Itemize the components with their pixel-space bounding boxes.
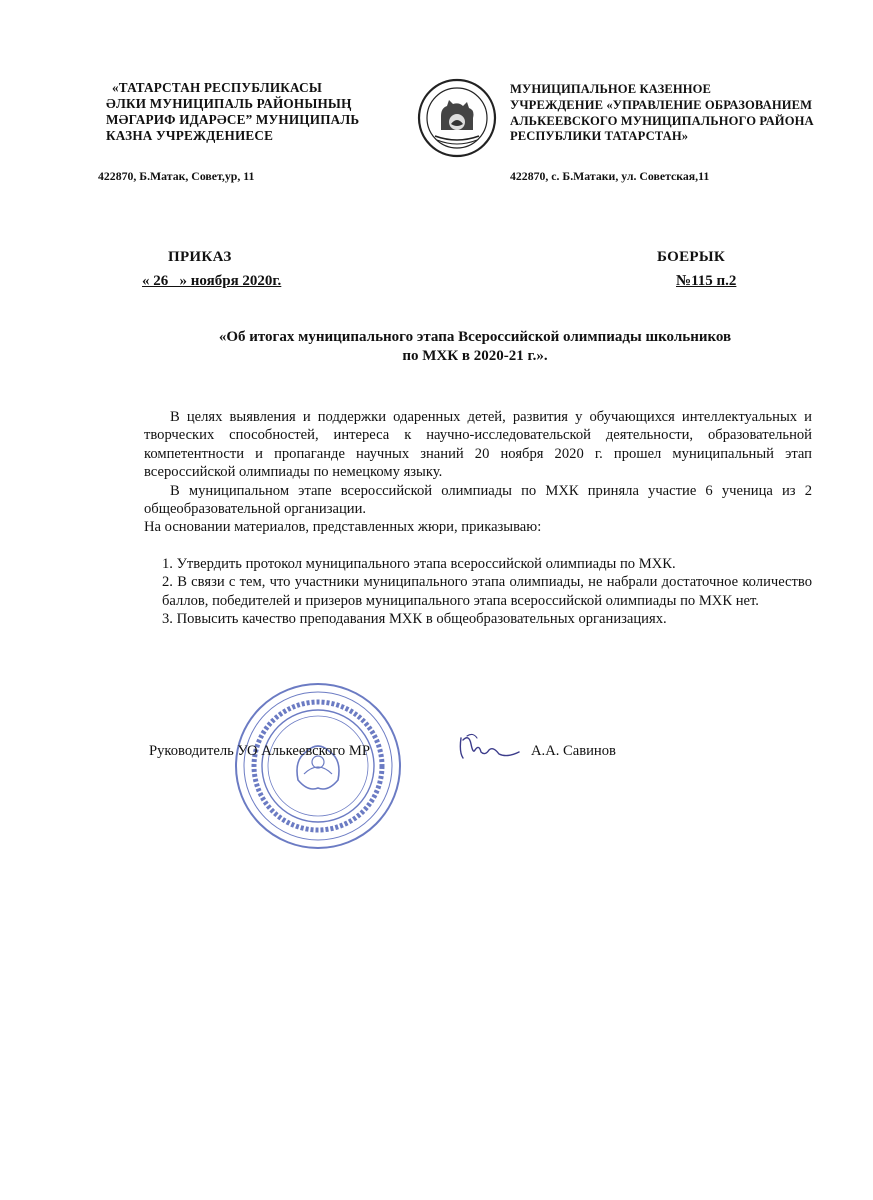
official-stamp-icon [232,680,404,852]
header-left-line: «ТАТАРСТАН РЕСПУБЛИКАСЫ [112,80,323,95]
title-line: «Об итогах муниципального этапа Всероссийской олимпиады школьников [218,329,732,345]
address-left: 422870, Б.Матак, Совет,ур, 11 [98,169,255,183]
order-label-ru: ПРИКАЗ [168,249,232,265]
handwritten-signature-icon [455,730,525,766]
address-right: 422870, с. Б.Матаки, ул. Советская,11 [510,169,710,183]
order-item: 1. Утвердить протокол муниципального этапа всероссийской олимпиады по МХК. [162,555,676,572]
order-number: №115 п.2 [676,273,737,289]
header-left-line: ӘЛКИ МУНИЦИПАЛЬ РАЙОНЫНЫҢ [106,96,352,111]
header-left-line: МӘГАРИФ ИДАРӘСЕ” МУНИЦИПАЛЬ [106,112,360,127]
header-right-line: УЧРЕЖДЕНИЕ «УПРАВЛЕНИЕ ОБРАЗОВАНИЕМ [510,97,813,112]
order-label-tt: БОЕРЫК [657,249,726,265]
header-left-block [106,80,396,144]
header-right-block [510,82,840,145]
header-right-line: АЛЬКЕЕВСКОГО МУНИЦИПАЛЬНОГО РАЙОНА [510,113,814,128]
document-body [144,408,812,628]
order-item: 3. Повысить качество преподавания МХК в общеобразовательных организациях. [162,611,667,628]
header-right-line: МУНИЦИПАЛЬНОЕ КАЗЕННОЕ [510,82,712,96]
header-right-line: РЕСПУБЛИКИ ТАТАРСТАН» [510,129,689,144]
tatarstan-coat-of-arms-icon [417,78,497,158]
order-date: « 26 » ноября 2020г. [142,273,282,289]
signatory-name: А.А. Савинов [531,743,616,759]
body-paragraph: На основании материалов, представленных жюри, приказываю: [144,519,542,536]
header-left-line: КАЗНА УЧРЕЖДЕНИЕСЕ [106,128,274,143]
body-paragraph: В целях выявления и поддержки одаренных детей, развития у обучающихся интеллектуальных и творческих способностей, интереса к научно-исследовательской деятельности, образовательной компетентности и пропаганде научных знаний 20 ноября 2020 г. прошел муниципальный этап всероссийской олимпиады по немецкому языку. [144,409,812,481]
body-paragraph: В муниципальном этапе всероссийской олимпиады по МХК приняла участие 6 ученица из 2 общеобразовательной организации. [144,482,812,518]
document-title [150,328,800,366]
signatory-title: Руководитель УО Алькеевского МР [149,743,370,759]
order-items [144,555,812,629]
order-item: 2. В связи с тем, что участники муниципального этапа олимпиады, не набрали достаточное количество баллов, победителей и призеров муниципального этапа всероссийской олимпиады по МХК нет. [162,574,812,609]
title-line: по МХК в 2020-21 г.». [402,348,548,364]
